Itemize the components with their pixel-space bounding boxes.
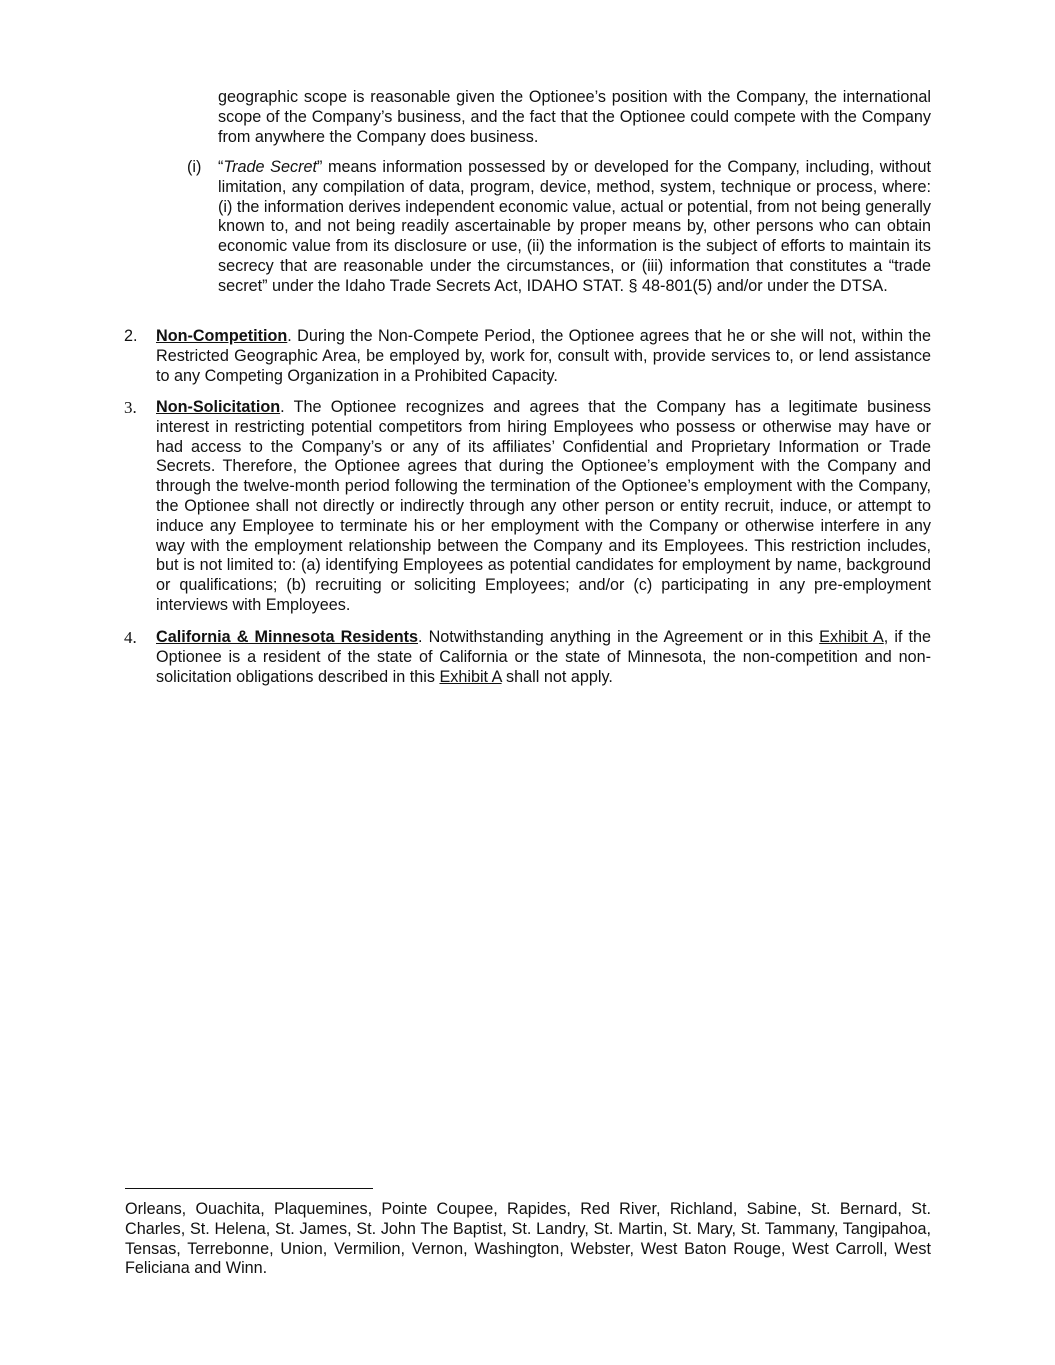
exhibit-a-reference-1: Exhibit A <box>819 628 884 646</box>
definition-term: Trade Secret <box>223 158 317 176</box>
definition-text: ” means information possessed by or developed for the Company, including, without limitation, any compilation of data, program, device, method, system, technique or process, where: (i) the information derives independent economic value, actual or potential, from not being generally known to, and not being readily ascertainable by proper means by, other persons who can obtain economic value from its disclosure or use, (ii) the information is the subject of efforts to maintain its secrecy that are reasonable under the circumstances, or (iii) information that constitutes a “trade secret” under the Idaho Trade Secrets Act, IDAHO STAT. § 48-801(5) and/or under the DTSA. <box>218 158 931 295</box>
section-2-heading: Non-Competition <box>156 327 288 345</box>
section-4-number: 4. <box>124 628 137 647</box>
definition-trade-secret <box>218 158 931 297</box>
section-4-text-a: . Notwithstanding anything in the Agreement or in this <box>418 628 820 646</box>
footnote-separator <box>125 1188 373 1189</box>
section-2-text: . During the Non-Compete Period, the Optionee agrees that he or she will not, within the Restricted Geographic Area, be employed by, work for, consult with, provide services to, or lend assistance to any Competing Organization in a Prohibited Capacity. <box>156 327 931 385</box>
exhibit-a-reference-2: Exhibit A <box>439 667 502 686</box>
footnote-text: Orleans, Ouachita, Plaquemines, Pointe Coupee, Rapides, Red River, Richland, Sabine, St. Bernard, St. Charles, St. Helena, St. James, St. John The Baptist, St. Landry, St. Martin, St. Mary, St. Tammany, Tangipahoa, Tensas, Terrebonne, Union, Vermilion, Vernon, Washington, Webster, West Baton Rouge, West Carroll, West Feliciana and Winn. <box>125 1200 931 1278</box>
section-3-paragraph <box>156 398 931 616</box>
section-4-paragraph <box>156 628 931 687</box>
definition-open-quote: “ <box>218 158 224 176</box>
section-3-number: 3. <box>124 398 137 417</box>
section-2-number: 2. <box>124 327 138 345</box>
section-4-text-c: shall not apply. <box>501 667 613 686</box>
continuation-text: geographic scope is reasonable given the Optionee’s position with the Company, the international scope of the Company’s business, and the fact that the Optionee could compete with the Company from anywhere the Company does business. <box>218 88 931 146</box>
section-3-text: . The Optionee recognizes and agrees that the Company has a legitimate business interest in restricting potential competitors from hiring Employees who possess or otherwise may have or had access to the Company’s or any of its affiliates’ Confidential and Proprietary Information or Trade Secrets. Therefore, the Optionee agrees that during the Optionee’s employment with the Company and through the twelve-month period following the termination of the Optionee’s employment with the Company, the Optionee shall not directly or indirectly through any other person or entity recruit, induce, or attempt to induce any Employee to terminate his or her employment with the Company or otherwise interfere in any way with the employment relationship between the Company and its Employees. This restriction includes, but is not limited to: (a) identifying Employees as potential candidates for employment by name, background or qualifications; (b) recruiting or soliciting Employees; and/or (c) participating in any pre-employment interviews with Employees. <box>156 398 931 614</box>
section-3-heading: Non-Solicitation <box>156 398 281 416</box>
continuation-paragraph <box>218 88 931 147</box>
section-4-text-b: , if the Optionee is a resident of the state of California or the state of Minnesota, the non-competition and non-solicitation obligations described in this <box>156 628 932 686</box>
section-4-heading: California & Minnesota Residents <box>156 628 418 646</box>
footnote-paragraph <box>125 1200 931 1279</box>
section-2-paragraph <box>156 327 931 386</box>
definition-marker: (i) <box>187 158 202 176</box>
